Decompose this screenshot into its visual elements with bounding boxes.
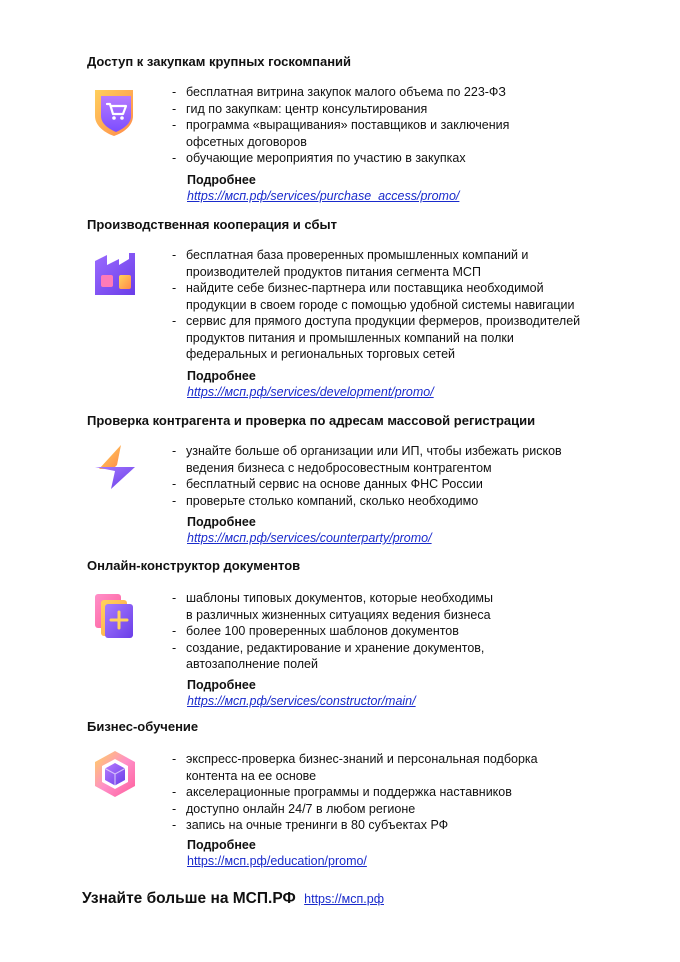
- list-item: - гид по закупкам: центр консультирования: [172, 101, 428, 116]
- list-item: - бесплатная база проверенных промышленных компаний и: [172, 248, 529, 262]
- section-title: Онлайн-конструктор документов: [87, 558, 301, 573]
- counterparty-link[interactable]: https://мсп.рф/services/counterparty/promo/: [187, 531, 432, 545]
- list-item: - сервис для прямого доступа продукции фермеров, производителей: [172, 314, 581, 328]
- list-item-continuation: контента на ее основе: [186, 768, 317, 783]
- list-item: - доступно онлайн 24/7 в любом регионе: [172, 801, 416, 816]
- more-label: Подробнее: [187, 173, 256, 187]
- list-item: - запись на очные тренинги в 80 субъектах РФ: [172, 818, 449, 832]
- list-item: - проверьте столько компаний, сколько необходимо: [172, 493, 479, 508]
- lightning-check-icon: [91, 441, 139, 493]
- bullet-list: [172, 247, 580, 363]
- list-item: - обучающие мероприятия по участию в закупках: [172, 151, 466, 165]
- hexagon-cube-icon: [91, 749, 139, 801]
- bullet-list: [172, 443, 562, 509]
- list-item-continuation: ведения бизнеса с недобросовестным контрагентом: [186, 460, 492, 475]
- list-item: - узнайте больше об организации или ИП, чтобы избежать рисков: [172, 444, 562, 458]
- list-item: - бесплатный сервис на основе данных ФНС России: [172, 477, 483, 491]
- list-item: - найдите себе бизнес-партнера или поставщика необходимой: [172, 281, 544, 295]
- bullet-list: [172, 751, 538, 834]
- more-label: Подробнее: [187, 515, 256, 529]
- footer-text: Узнайте больше на МСП.РФ: [82, 890, 296, 907]
- section-title: Производственная кооперация и сбыт: [87, 217, 337, 232]
- more-label: Подробнее: [187, 678, 256, 692]
- section-title: Бизнес-обучение: [87, 719, 199, 734]
- more-label: Подробнее: [187, 838, 256, 852]
- section-title: Доступ к закупкам крупных госкомпаний: [87, 54, 352, 69]
- bullet-list: [172, 590, 493, 673]
- bullet-list: [172, 84, 509, 167]
- section-title: Проверка контрагента и проверка по адресам массовой регистрации: [87, 413, 536, 428]
- list-item: - создание, редактирование и хранение документов,: [172, 640, 485, 655]
- list-item-continuation: продуктов питания и промышленных компаний на полки: [186, 330, 514, 345]
- factory-icon: [91, 249, 139, 301]
- list-item: - экспресс-проверка бизнес-знаний и персональная подборка: [172, 752, 538, 766]
- education-link[interactable]: https://мсп.рф/education/promo/: [187, 854, 367, 868]
- footer-link[interactable]: https://мсп.рф: [304, 892, 384, 906]
- list-item: - акселерационные программы и поддержка наставников: [172, 785, 512, 799]
- list-item-continuation: офсетных договоров: [186, 134, 307, 149]
- list-item-continuation: продукции в своем городе с помощью удобной системы навигации: [186, 297, 575, 312]
- constructor-link[interactable]: https://мсп.рф/services/constructor/main/: [187, 694, 416, 708]
- list-item: - более 100 проверенных шаблонов документов: [172, 624, 459, 638]
- list-item-continuation: производителей продуктов питания сегмента МСП: [186, 264, 481, 279]
- development-link[interactable]: https://мсп.рф/services/development/promo/: [187, 385, 434, 399]
- more-label: Подробнее: [187, 369, 256, 383]
- list-item-continuation: федеральных и региональных торговых сетей: [186, 347, 456, 361]
- list-item: - программа «выращивания» поставщиков и заключения: [172, 118, 510, 132]
- list-item-continuation: автозаполнение полей: [186, 657, 318, 671]
- list-item: - бесплатная витрина закупок малого объема по 223-ФЗ: [172, 85, 506, 99]
- list-item-continuation: в различных жизненных ситуациях ведения бизнеса: [186, 607, 491, 622]
- footer: [82, 890, 384, 908]
- list-item: - шаблоны типовых документов, которые необходимы: [172, 591, 494, 605]
- purchase-access-link[interactable]: https://мсп.рф/services/purchase_access/promo/: [187, 189, 460, 203]
- shopping-cart-shield-icon: [91, 86, 139, 138]
- document-add-icon: [91, 590, 139, 642]
